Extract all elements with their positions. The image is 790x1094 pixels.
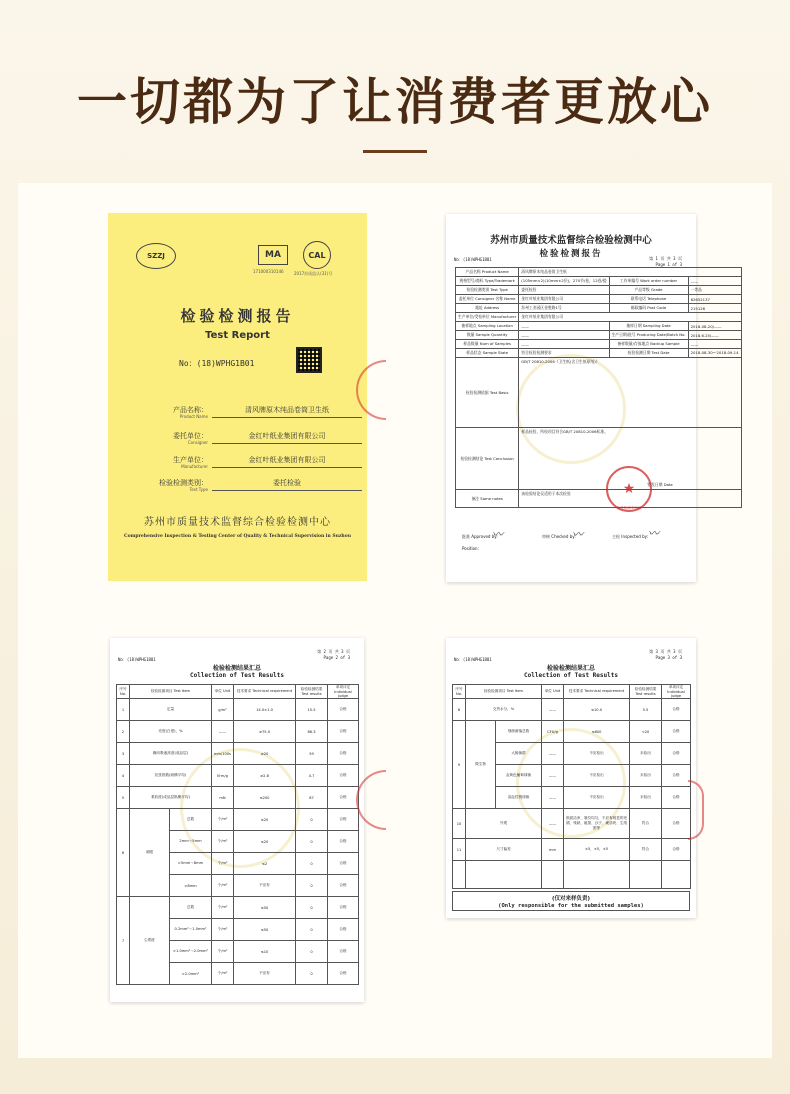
table-cell: 个/m² [212, 897, 234, 919]
cal-logo-icon: CAL [303, 241, 331, 269]
table-cell: 规格型号/商标 Type/Trademark [456, 277, 519, 286]
table-cell: 检验检测依据 Test Basis [456, 358, 519, 428]
table-cell: 清风牌原木纯品卷筒卫生纸 [519, 268, 741, 277]
table-cell: ±5，±5，±5 [564, 839, 630, 861]
page3-footer-zh: (仅对来样负责) [551, 896, 591, 902]
table-cell: 备样数量/存放地点 Backup Sample [609, 340, 688, 349]
page2-page-number [317, 649, 350, 661]
table-cell: 59 [296, 743, 328, 765]
table-cell: 联系电话 Telephone [609, 295, 688, 304]
table-cell: ≤20 [234, 831, 296, 853]
table-cell: 产品等级 Grade [609, 286, 688, 295]
page2-report-number: No：(18)WPHG1B01 [118, 657, 156, 662]
table-cell: 金黄色葡萄球菌 [496, 765, 542, 787]
table-cell: —— [688, 277, 741, 286]
table-cell: 合格 [328, 941, 359, 963]
table-cell: 生产日期/批号 Producing Date/Batch No. [609, 331, 688, 340]
table-cell: 定量 [130, 699, 212, 721]
table-cell: 尘埃度 [130, 897, 170, 985]
table-cell: —— [542, 743, 564, 765]
table-cell: —— [542, 699, 564, 721]
table-cell: 合格 [328, 743, 359, 765]
table-cell: —— [519, 340, 609, 349]
table-cell: 横向吸液高度(成品层) [130, 743, 212, 765]
cover-row-label-en: Product Name [179, 414, 208, 419]
table-row [117, 699, 359, 721]
conclusion-text: 样品检验，所检项目符合GB/T 20810-2006标准。 [521, 429, 608, 434]
table-cell: 合格 [328, 919, 359, 941]
page1-subtitle: 检验检测报告 [539, 249, 603, 259]
table-cell: ≤10 [234, 941, 296, 963]
approver-signature: 〰 [492, 528, 503, 541]
table-cell: 合格 [662, 743, 691, 765]
table-cell: 10 [453, 809, 466, 839]
table-cell: ≥75.0 [234, 721, 296, 743]
table-header-cell: 序号 No. [453, 685, 466, 699]
table-cell [466, 861, 542, 889]
table-cell: 个/m² [212, 875, 234, 897]
inspected-label: 主检 Inspected by: [612, 534, 649, 539]
page3-page-en: Page 3 of 3 [655, 655, 682, 660]
page1-info-table [455, 267, 742, 508]
table-cell: 溶血性链球菌 [496, 787, 542, 809]
page2-page-zh: 第 2 页 共 3 页 [317, 649, 350, 654]
table-cell: 合格 [328, 875, 359, 897]
table-cell: 5 [117, 787, 130, 809]
table-cell: 合格 [662, 721, 691, 743]
table-cell: 5.5 [630, 699, 662, 721]
table-row [117, 897, 359, 919]
table-cell: 个/m² [212, 831, 234, 853]
cma-logo-icon: MA [258, 245, 288, 265]
table-cell: 细菌菌落总数 [496, 721, 542, 743]
table-cell: 抽样日期 Sampling Date [609, 322, 688, 331]
cover-row-value: 金红叶纸业集团有限公司 [212, 455, 362, 468]
table-cell: 微生物 [466, 721, 496, 809]
table-cell: 未检出 [630, 743, 662, 765]
table-header-cell: 序号 No. [117, 685, 130, 699]
table-cell: 62652137 [688, 295, 741, 304]
table-cell: 委托单位 Consigner 名称 Name [456, 295, 519, 304]
table-cell: (105mm±2)(10mm±2层)，270节/卷，12卷/提 [519, 277, 609, 286]
table-header-row [453, 685, 691, 699]
table-cell: 外观 [466, 809, 542, 839]
table-cell: 0 [296, 831, 328, 853]
table-cell: mm [542, 839, 564, 861]
table-cell: 符合 [630, 809, 662, 839]
table-cell: 合格 [328, 699, 359, 721]
table-cell: 4.7 [296, 765, 328, 787]
table-cell: 个/m² [212, 919, 234, 941]
table-cell: ≥20 [234, 743, 296, 765]
table-row [117, 765, 359, 787]
table-cell: 纸面洁净，皱纹均匀，不应有明显的死褶、残缺、破损、沙子、硬质块、生纸团等 [564, 809, 630, 839]
table-cell: 未检出 [630, 765, 662, 787]
page3-title: 检验检测结果汇总 [546, 665, 595, 672]
table-cell: 柔软度(成品层纵横平均) [130, 787, 212, 809]
position-label: Position: [462, 546, 479, 551]
table-cell: 委托检验 [519, 286, 609, 295]
page3-footer-en: (Only responsible for the submitted samples) [498, 903, 644, 909]
table-cell: ≤20 [234, 809, 296, 831]
table-cell: 金红叶纸业集团有限公司 [519, 313, 741, 322]
page1-report-number: No：(18)WPHG1B01 [454, 257, 492, 262]
table-cell: 抗张指数(纵横平均) [130, 765, 212, 787]
table-cell: 合格 [662, 699, 691, 721]
table-cell: 抽样地点 Sampling Location [456, 322, 519, 331]
table-cell: 检验检测日期 Test Date [609, 349, 688, 358]
cover-row-value: 金红叶纸业集团有限公司 [212, 431, 362, 444]
table-row [453, 721, 691, 743]
cal-caption: 2017苏质监认(31)号 [294, 271, 333, 276]
page2-page-en: Page 2 of 3 [323, 655, 350, 660]
table-cell: 0 [296, 809, 328, 831]
table-cell: 4 [117, 765, 130, 787]
table-cell: 总数 [170, 809, 212, 831]
table-cell: 6 [117, 809, 130, 897]
cover-row-label: 委托单位： [173, 432, 208, 440]
table-cell: 个/m² [212, 963, 234, 985]
table-cell: 2018-08-30～2018-09-14 [688, 349, 741, 358]
cover-row-value: 清风牌原木纯品卷筒卫生纸 [212, 405, 362, 418]
table-header-cell: 检验检测结果 Test results [296, 685, 328, 699]
cover-row-value: 委托检验 [212, 478, 362, 491]
table-cell: 0 [296, 919, 328, 941]
cover-row-manufacturer [130, 455, 345, 475]
cover-row-label: 生产单位： [173, 456, 208, 464]
page3-page-number [649, 649, 682, 661]
table-cell: 合格 [662, 765, 691, 787]
edge-seal [688, 780, 704, 840]
table-cell: >5mm～8mm [170, 853, 212, 875]
table-cell: 样品状态 Sample State [456, 349, 519, 358]
table-row [456, 358, 742, 428]
table-cell: 交货水分，% [466, 699, 542, 721]
table-cell: 215126 [688, 304, 741, 313]
table-cell: 2018-08-20/—— [688, 322, 741, 331]
report-page-3 [446, 638, 696, 918]
table-cell: 工作单编号 Work order number [609, 277, 688, 286]
table-cell: —— [542, 809, 564, 839]
table-row [453, 861, 691, 889]
table-row [456, 304, 742, 313]
table-cell: 15.5 [296, 699, 328, 721]
table-cell: —— [542, 787, 564, 809]
inspector-signature: 〰 [648, 527, 659, 540]
table-row [456, 277, 742, 286]
table-cell: 86.3 [296, 721, 328, 743]
table-row [456, 286, 742, 295]
table-cell: 3 [117, 743, 130, 765]
table-cell: ≥2.8 [234, 765, 296, 787]
table-cell: 符合 [630, 839, 662, 861]
table-cell: 合格 [328, 787, 359, 809]
table-cell: 0 [296, 897, 328, 919]
table-row [456, 349, 742, 358]
table-cell: ≤10.0 [564, 699, 630, 721]
table-row [456, 340, 742, 349]
table-cell: 大肠菌群 [496, 743, 542, 765]
approved-label: 批准 Approved by: [462, 534, 498, 539]
table-cell: 尺寸偏差 [466, 839, 542, 861]
table-cell: 合格 [662, 839, 691, 861]
table-cell: —— [688, 340, 741, 349]
table-cell: 样品数量 Num of Samples [456, 340, 519, 349]
table-row [456, 322, 742, 331]
report-cover [108, 213, 367, 581]
checked-label: 审核 Checked by: [542, 534, 576, 539]
table-row [456, 313, 742, 322]
table-cell: 不应检出 [564, 765, 630, 787]
table-cell: 0 [296, 853, 328, 875]
official-seal-stamp [606, 466, 652, 512]
table-row [117, 721, 359, 743]
table-cell [630, 861, 662, 889]
table-cell: 苏州工业园区金胜路1号 [519, 304, 609, 313]
table-row [456, 295, 742, 304]
page1-page-number [649, 256, 682, 267]
table-header-cell: 单位 Unit [212, 685, 234, 699]
table-cell: 产品名称 Product Name [456, 268, 519, 277]
cover-title-en: Test Report [205, 330, 270, 341]
table-cell: 0 [296, 941, 328, 963]
table-row [453, 839, 691, 861]
table-row [456, 331, 742, 340]
cover-institute: 苏州市质量技术监督综合检验检测中心 [144, 517, 331, 528]
table-cell: 金红叶纸业集团有限公司 [519, 295, 609, 304]
table-header-row [117, 685, 359, 699]
page3-title-en: Collection of Test Results [524, 672, 618, 679]
headline-underline [363, 150, 427, 153]
cover-row-product [130, 405, 345, 425]
table-header-cell: 检验检测结果 Test results [630, 685, 662, 699]
table-cell [542, 861, 564, 889]
table-row [453, 699, 691, 721]
cover-row-label-en: Manufacturer [181, 464, 208, 469]
table-cell: <20 [630, 721, 662, 743]
table-cell: 总数 [170, 897, 212, 919]
issue-date-label: 签发日期 Date [647, 482, 673, 487]
table-cell: 一等品 [688, 286, 741, 295]
page1-page-zh: 第 1 页 共 3 页 [649, 256, 682, 261]
page2-title: 检验检测结果汇总 [212, 665, 261, 672]
table-cell: 检验检测结论 Test Conclusion [456, 428, 519, 490]
table-cell: 邮政编码 Post Code [609, 304, 688, 313]
table-row [117, 787, 359, 809]
cover-row-label-en: Test Type [189, 487, 208, 492]
table-cell: >8mm [170, 875, 212, 897]
table-cell: 合格 [328, 897, 359, 919]
qr-code-icon [296, 347, 322, 373]
table-cell: 符合检验检测要求 [519, 349, 609, 358]
table-header-cell: 单位 Unit [542, 685, 564, 699]
table-cell: 检验检测类别 Test Type [456, 286, 519, 295]
seal-star-icon: ★ [622, 481, 636, 497]
table-cell: 合格 [328, 831, 359, 853]
table-header-cell: 技术要求 Technical requirement [564, 685, 630, 699]
report-page-1 [446, 214, 739, 582]
checker-signature: 〰 [572, 528, 583, 541]
table-header-cell: 检验检测项目 Test Item [466, 685, 542, 699]
table-row [117, 743, 359, 765]
table-cell: 备注 Some notes [456, 490, 519, 508]
table-cell [453, 861, 466, 889]
page2-results-table [116, 684, 359, 985]
table-cell: —— [519, 322, 609, 331]
table-row [117, 809, 359, 831]
table-cell: 2mm～5mm [170, 831, 212, 853]
table-cell: ≤2 [234, 853, 296, 875]
cma-caption: 171000310146 [253, 269, 284, 274]
table-cell: 亮度(白度)，% [130, 721, 212, 743]
table-cell: 生产单位/受检单位 Manufacturer [456, 313, 519, 322]
table-row [453, 809, 691, 839]
cover-title: 检验检测报告 [180, 307, 295, 325]
table-cell: 不应有 [234, 875, 296, 897]
table-cell: N·m/g [212, 765, 234, 787]
cover-report-number: No：(18)WPHG1B01 [179, 359, 255, 368]
table-row [456, 490, 742, 508]
page3-report-number: No：(18)WPHG1B01 [454, 657, 492, 662]
table-cell: 0 [296, 963, 328, 985]
table-cell: 个/m² [212, 809, 234, 831]
table-cell: GB/T 20810-2006《卫生纸(含卫生纸原纸)》 [519, 358, 741, 428]
table-cell: 合格 [328, 809, 359, 831]
table-cell: —— [212, 721, 234, 743]
table-cell: g/m² [212, 699, 234, 721]
table-cell: >1.0mm²～2.0mm² [170, 941, 212, 963]
table-cell: 9 [453, 721, 466, 809]
table-cell: 14.0±1.0 [234, 699, 296, 721]
table-header-cell: 技术要求 Technical requirement [234, 685, 296, 699]
page1-page-en: Page 1 of 3 [655, 262, 682, 267]
table-cell: CFU/g [542, 721, 564, 743]
table-cell: 地址 Address [456, 304, 519, 313]
page3-page-zh: 第 3 页 共 3 页 [649, 649, 682, 654]
table-cell: 合格 [662, 787, 691, 809]
cover-row-label: 检验检测类别： [159, 479, 208, 487]
table-cell: 洞眼 [130, 809, 170, 897]
table-cell: 2 [117, 721, 130, 743]
table-cell: 1 [117, 699, 130, 721]
table-cell: 该检验结论仅适用于本次检验 [519, 490, 741, 508]
table-cell: ≤50 [234, 919, 296, 941]
table-cell: 数量 Sample Quantity [456, 331, 519, 340]
table-cell: 不应检出 [564, 787, 630, 809]
table-cell: 合格 [328, 721, 359, 743]
table-cell: 87 [296, 787, 328, 809]
table-cell: 合格 [328, 765, 359, 787]
table-cell: 11 [453, 839, 466, 861]
table-cell: —— [542, 765, 564, 787]
table-row [456, 268, 742, 277]
table-cell: ≤600 [564, 721, 630, 743]
table-cell: 7 [117, 897, 130, 985]
cover-row-test-type [130, 478, 345, 498]
table-cell: —— [519, 331, 609, 340]
table-cell: 8 [453, 699, 466, 721]
table-cell: 0 [296, 875, 328, 897]
report-page-2 [110, 638, 364, 1002]
szzj-logo-icon: SZZJ [136, 243, 176, 269]
table-cell [564, 861, 630, 889]
cover-row-label-en: Consigner [187, 440, 208, 445]
table-cell: >2.0mm² [170, 963, 212, 985]
table-cell: 不应有 [234, 963, 296, 985]
table-cell: mN [212, 787, 234, 809]
table-row [456, 428, 742, 490]
cover-institute-en: Comprehensive Inspection & Testing Center of Quality & Technical Supervision in Suzhou [124, 534, 351, 539]
table-header-cell: 单项评定 Individual judge [328, 685, 359, 699]
table-cell: 合格 [328, 963, 359, 985]
table-cell: 未检出 [630, 787, 662, 809]
table-cell: ≤50 [234, 897, 296, 919]
table-cell: 合格 [662, 809, 691, 839]
table-cell: ≤200 [234, 787, 296, 809]
table-cell: 0.2mm²～1.0mm² [170, 919, 212, 941]
table-cell: 个/m² [212, 853, 234, 875]
cover-row-label: 产品名称： [173, 406, 208, 414]
page2-title-en: Collection of Test Results [190, 672, 284, 679]
table-header-cell: 检验检测项目 Test Item [130, 685, 212, 699]
page-headline: 一切都为了让消费者更放心 [77, 73, 713, 131]
table-cell: 不应检出 [564, 743, 630, 765]
page3-results-table [452, 684, 691, 889]
table-cell: 2018.6.25/—— [688, 331, 741, 340]
table-cell: 个/m² [212, 941, 234, 963]
table-header-cell: 单项评定 Individual judge [662, 685, 691, 699]
seal-text: 检验检测专用章 [616, 506, 642, 510]
cover-row-consigner [130, 431, 345, 451]
page1-title: 苏州市质量技术监督综合检验检测中心 [490, 235, 652, 246]
table-cell: mm/100s [212, 743, 234, 765]
table-cell: 合格 [328, 853, 359, 875]
table-cell [662, 861, 691, 889]
